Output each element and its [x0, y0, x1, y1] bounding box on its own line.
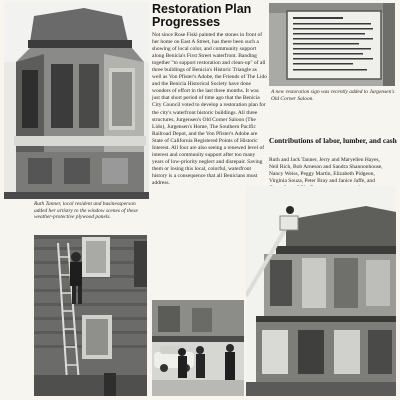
saloon-restoration-photo: [246, 186, 396, 396]
sign-photo-caption: A new restoration sign was recently added to Jurgensen's Old Corner Saloon.: [271, 89, 395, 102]
bay-window-tower-photo: [4, 2, 149, 199]
article-body-main: Not since Rose Fiski painted the stones in front of her home on East A Street, has there been such a showing of local color, and community support along Benicia's First Street waterfront. Banding together "to support restoration and clean-up" of all three buildings of Benicia's Historic Triangle as well as Von Pfister's Adobe, the Friends of The Lido and the Benicia Historical Society have done wonders of effort in the last three months. It was just that short period of time ago that the Benicia City Council voted to develop a restoration plan for the city's waterfront historic buildings. All three structures, Jurgensen's Old Corner Saloon (The Lido), Jurgensen's Home, The Southern Pacific Railroad Depot, and the Von Pfister's Adobe are State of California Registered Points of Historic Interest. All four are also seeing a renewed level of interest and community support after too many years of low-priority neglect and disrepair. Saving them or losing this local, colorful, waterfront history is a consequence that all Benicians must address.: [152, 32, 267, 186]
contributions-subhead: Contributions of labor, lumber, and cash: [269, 136, 397, 145]
volunteers-on-street-photo: [152, 300, 244, 396]
tanner-photo-caption: Ruth Tanner, local resident and businessperson added her artistry to the window scenes of these weather-protective plywood panels.: [34, 201, 138, 221]
painter-on-ladder-photo: [34, 235, 147, 396]
article-body-contributions: Ruth and Jack Tanner, Jerry and Maryellen Hayes, Neil Rich, Bob Arneson and Sandra Shannonhouse, Nancy Weiss, Peggy Martin, Elizabeth Pidgeon, Virginia Souza, Peter Bray and Janice Jaffe, and: [269, 157, 383, 185]
article-headline: Restoration Plan Progresses: [152, 2, 252, 29]
restoration-sign-photo: [269, 3, 395, 86]
